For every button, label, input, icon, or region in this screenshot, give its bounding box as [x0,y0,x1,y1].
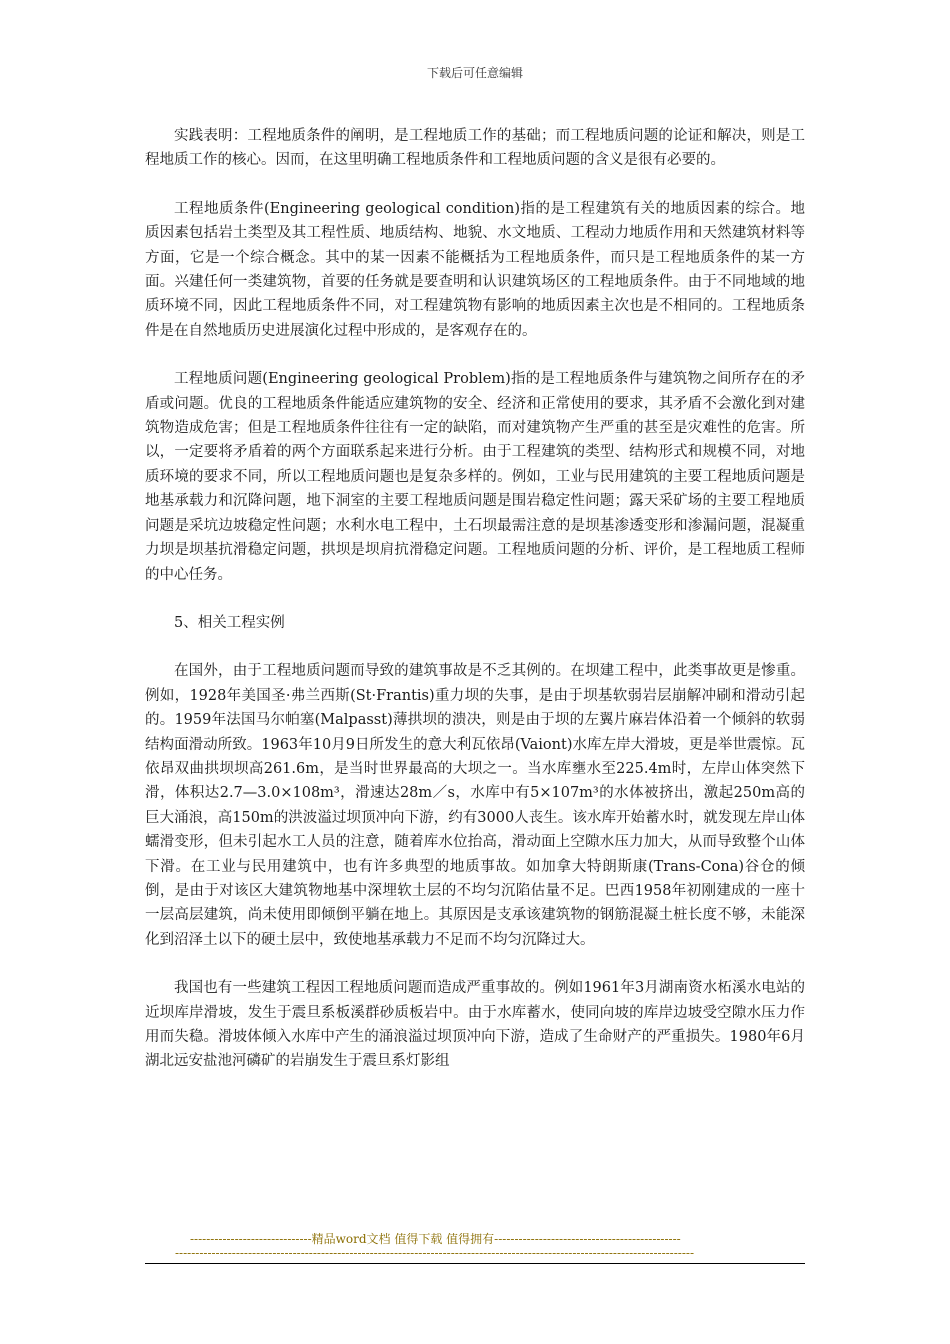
footer-banner: ------------------------------精品word文档 值得下载 值得拥有---------------------------------------------- [190,1232,681,1246]
document-body [145,124,805,1098]
paragraph-foreign-cases: 在国外，由于工程地质问题而导致的建筑事故是不乏其例的。在坝建工程中，此类事故更是惨重。例如，1928年美国圣·弗兰西斯(St·Frantis)重力坝的失事，是由于坝基软弱岩层崩解冲刷和滑动引起的。1959年法国马尔帕塞(Malpasst)薄拱坝的溃决，则是由于坝的左翼片麻岩体沿着一个倾斜的软弱结构面滑动所致。1963年10月9日所发生的意大利瓦依昂(Vaiont)水库左岸大滑坡，更是举世震惊。瓦依昂双曲拱坝坝高261.6m，是当时世界最高的大坝之一。当水库壅水至225.4m时，左岸山体突然下滑，体积达2.7—3.0×108m³，滑速达28m／s，水库中有5×107m³的水体被挤出，激起250m高的巨大涌浪，高150m的洪波溢过坝顶冲向下游，约有3000人丧生。该水库开始蓄水时，就发现左岸山体蠕滑变形，但未引起水工人员的注意，随着库水位抬高，滑动面上空隙水压力加大，从而导致整个山体下滑。在工业与民用建筑中，也有许多典型的地质事故。如加拿大特朗斯康(Trans-Cona)谷仓的倾倒，是由于对该区大建筑物地基中深埋软土层的不均匀沉陷估量不足。巴西1958年初刚建成的一座十一层高层建筑，尚未使用即倾倒平躺在地上。其原因是支承该建筑物的钢筋混凝土桩长度不够，未能深化到沼泽土以下的硬土层中，致使地基承载力不足而不均匀沉降过大。 [145,663,805,948]
page-header: 下载后可任意编辑 [426,66,523,80]
footer-dashes: -------------------------------------------------------------------------------------------------------------------------------- [175,1246,694,1260]
paragraph-domestic-cases: 我国也有一些建筑工程因工程地质问题而造成严重事故的。例如1961年3月湖南资水柘溪水电站的近坝库岸滑坡，发生于震旦系板溪群砂质板岩中。由于水库蓄水，使同向坡的库岸边坡受空隙水压力作用而失稳。滑坡体倾入水库中产生的涌浪溢过坝顶冲向下游，造成了生命财产的严重损失。1980年6月湖北远安盐池河磷矿的岩崩发生于震旦系灯影组 [145,980,805,1070]
paragraph-intro: 实践表明：工程地质条件的阐明，是工程地质工作的基础；而工程地质问题的论证和解决，则是工程地质工作的核心。因而，在这里明确工程地质条件和工程地质问题的含义是很有必要的。 [145,128,805,169]
paragraph-geological-condition: 工程地质条件(Engineering geological condition)指的是工程建筑有关的地质因素的综合。地质因素包括岩土类型及其工程性质、地质结构、地貌、水文地质、工程动力地质作用和天然建筑材料等方面，它是一个综合概念。其中的某一因素不能概括为工程地质条件，而只是工程地质条件的某一方面。兴建任何一类建筑物，首要的任务就是要查明和认识建筑场区的工程地质条件。由于不同地域的地质环境不同，因此工程地质条件不同，对工程建筑物有影响的地质因素主次也是不相同的。工程地质条件是在自然地质历史进展演化过程中形成的，是客观存在的。 [145,200,805,339]
paragraph-geological-problem: 工程地质问题(Engineering geological Problem)指的是工程地质条件与建筑物之间所存在的矛盾或问题。优良的工程地质条件能适应建筑物的安全、经济和正常使用的要求，其矛盾不会激化到对建筑物造成危害；但是工程地质条件往往有一定的缺陷，而对建筑物产生严重的甚至是灾难性的危害。所以，一定要将矛盾着的两个方面联系起来进行分析。由于工程建筑的类型、结构形式和规模不同，对地质环境的要求不同，所以工程地质问题也是复杂多样的。例如，工业与民用建筑的主要工程地质问题是地基承载力和沉降问题，地下洞室的主要工程地质问题是围岩稳定性问题；露天采矿场的主要工程地质问题是采坑边坡稳定性问题；水利水电工程中，土石坝最需注意的是坝基渗透变形和渗漏问题，混凝重力坝是坝基抗滑稳定问题，拱坝是坝肩抗滑稳定问题。工程地质问题的分析、评价，是工程地质工程师的中心任务。 [145,371,805,583]
section-heading: 5、相关工程实例 [174,614,285,631]
footer-divider [145,1263,805,1264]
